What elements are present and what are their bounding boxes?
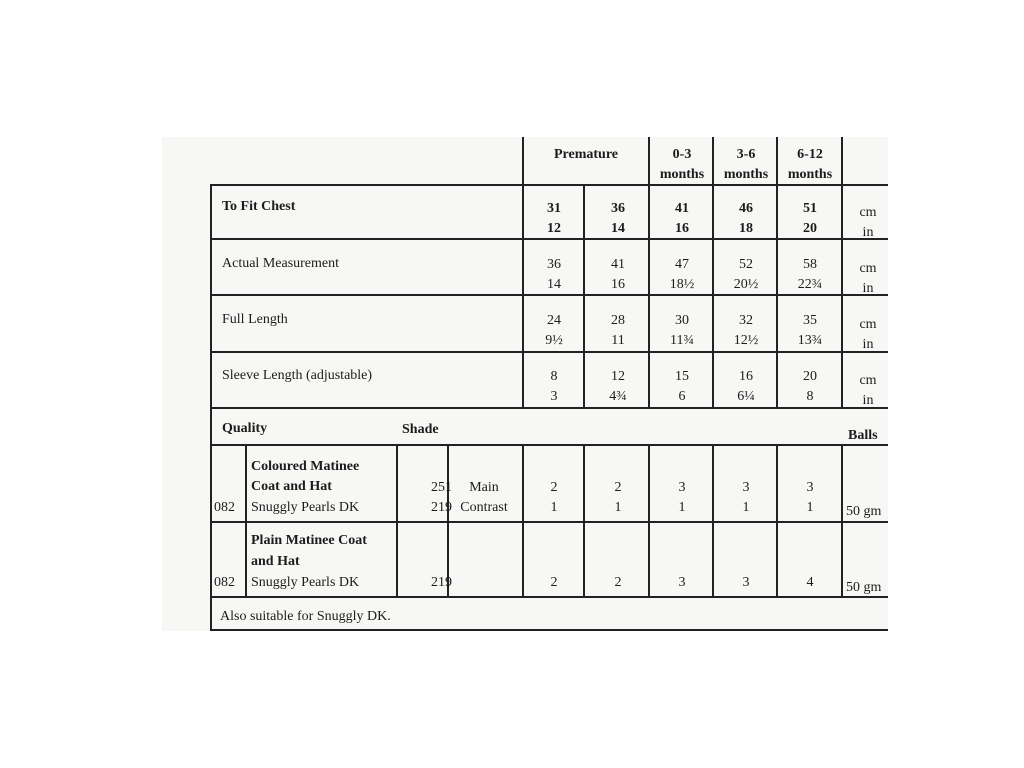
measurement-value: 15 6 (675, 369, 689, 404)
measurement-value: 36 14 (547, 257, 561, 292)
knitting-size-table (162, 137, 888, 631)
rule-bottom (210, 629, 888, 631)
yarn-code: 082 (214, 575, 235, 590)
measurement-value: 47 18½ (669, 257, 695, 292)
measurement-value: 31 12 (547, 201, 561, 236)
footnote: Also suitable for Snuggly DK. (220, 609, 391, 624)
measurement-units: cm in (859, 261, 877, 296)
measurement-units: cm in (859, 373, 877, 408)
balls-header: Balls (848, 428, 878, 443)
measurement-label: Full Length (222, 312, 288, 327)
measurement-value: 24 9½ (545, 313, 563, 348)
ball-count: 3 1 (678, 480, 686, 515)
rule (522, 444, 524, 596)
measurement-value: 52 20½ (733, 257, 759, 292)
ball-count: 2 (614, 575, 622, 590)
rule (212, 596, 888, 598)
quality-header: Quality (222, 421, 268, 436)
measurement-label: Sleeve Length (adjustable) (222, 368, 373, 383)
rule (212, 521, 888, 523)
rule (648, 444, 650, 596)
shade-role: Contrast (460, 500, 508, 515)
shade-code: 219 (431, 575, 452, 590)
rule (396, 444, 398, 596)
measurement-value: 35 13¾ (797, 313, 823, 348)
rule-top (212, 184, 888, 186)
shade-code: 219 (431, 500, 452, 515)
shade-code: 251 (431, 480, 452, 495)
rule (712, 137, 714, 407)
rule (776, 444, 778, 596)
yarn-name-line: Snuggly Pearls DK (251, 500, 360, 515)
measurement-value: 36 14 (611, 201, 625, 236)
size-premature: Premature (553, 147, 619, 162)
measurement-value: 41 16 (675, 201, 689, 236)
rule-left (210, 184, 212, 631)
ball-count: 2 1 (550, 480, 558, 515)
rule (583, 444, 585, 596)
measurement-value: 12 4¾ (609, 369, 627, 404)
size-0-3-months: 0-3 months (659, 147, 705, 182)
rule (245, 444, 247, 596)
measurement-value: 58 22¾ (797, 257, 823, 292)
yarn-name-line: Coat and Hat (251, 479, 332, 494)
yarn-code: 082 (214, 500, 235, 515)
shade-header: Shade (402, 422, 439, 437)
measurement-value: 41 16 (611, 257, 625, 292)
rule (841, 444, 843, 596)
measurement-value: 30 11¾ (670, 313, 694, 348)
shade-role: Main (469, 480, 499, 495)
ball-count: 2 1 (614, 480, 622, 515)
ball-count: 3 1 (742, 480, 750, 515)
ball-count: 4 (806, 575, 814, 590)
ball-count: 2 (550, 575, 558, 590)
rule (522, 137, 524, 407)
rule (212, 351, 888, 353)
measurement-label: To Fit Chest (222, 199, 296, 214)
rule (583, 184, 585, 407)
ball-count: 3 (742, 575, 750, 590)
yarn-name-line: Plain Matinee Coat (251, 533, 367, 548)
measurement-value: 32 12½ (733, 313, 759, 348)
ball-weight: 50 gm (846, 504, 882, 519)
measurement-value: 28 11 (611, 313, 625, 348)
measurement-label: Actual Measurement (222, 256, 340, 271)
rule (841, 137, 843, 407)
measurement-value: 51 20 (803, 201, 817, 236)
measurement-units: cm in (859, 317, 877, 352)
rule (712, 444, 714, 596)
ball-weight: 50 gm (846, 580, 882, 595)
measurement-value: 46 18 (739, 201, 753, 236)
rule (212, 407, 888, 409)
yarn-name-line: and Hat (251, 554, 300, 569)
yarn-name-line: Coloured Matinee (251, 459, 360, 474)
rule (212, 444, 888, 446)
size-6-12-months: 6-12 months (787, 147, 833, 182)
ball-count: 3 (678, 575, 686, 590)
measurement-value: 20 8 (803, 369, 817, 404)
rule (648, 137, 650, 407)
measurement-value: 16 6¼ (737, 369, 755, 404)
measurement-value: 8 3 (550, 369, 558, 404)
rule (776, 137, 778, 407)
measurement-units: cm in (859, 205, 877, 240)
size-3-6-months: 3-6 months (723, 147, 769, 182)
yarn-name-line: Snuggly Pearls DK (251, 575, 360, 590)
ball-count: 3 1 (806, 480, 814, 515)
